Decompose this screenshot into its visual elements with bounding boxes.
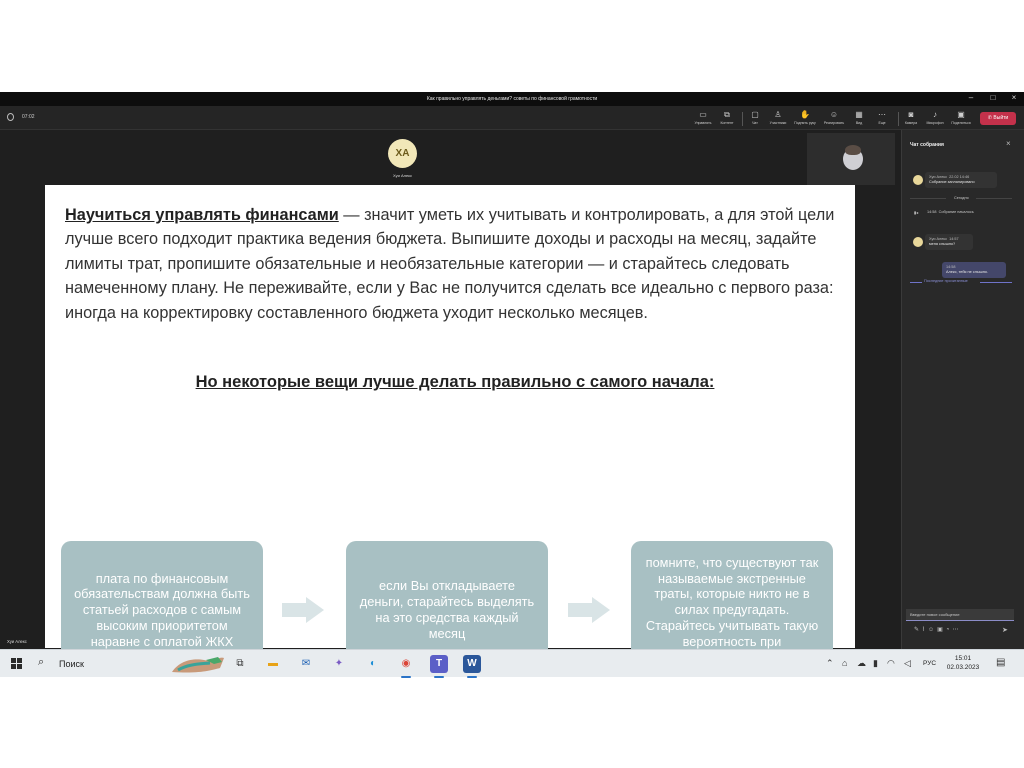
avatar (913, 175, 923, 185)
format-icon[interactable]: ✎ (914, 627, 923, 633)
wifi-icon[interactable]: ◠ (887, 658, 895, 668)
camera-icon: ◙ (908, 110, 914, 119)
word-icon[interactable]: W (463, 655, 481, 673)
arrow-right-icon (282, 597, 324, 623)
file-explorer-icon[interactable]: ▬ (268, 658, 278, 669)
slide-box-1: плата по финансовым обязательствам должна быть статьей расходов с самым высоким приоритетом наравне с оплатой ЖКХ (61, 541, 263, 677)
close-chat-icon[interactable]: × (1006, 139, 1011, 148)
slide-lead: Научиться управлять финансами (65, 206, 339, 224)
react-button[interactable]: ☺ Реагировать (821, 110, 847, 125)
search-icon[interactable]: ⌕ (38, 656, 45, 668)
meeting-chat-panel (901, 130, 1024, 677)
unread-label: Последние прочитанные (924, 279, 968, 283)
onedrive-icon[interactable]: ☁ (857, 658, 866, 668)
network-icon[interactable]: ⌂ (842, 658, 848, 668)
edge-icon[interactable]: ◐ (369, 658, 377, 669)
avatar (913, 237, 923, 247)
raise-hand-button[interactable]: ✋ Поднять руку (792, 110, 818, 125)
camera-button[interactable]: ◙ Камера (898, 110, 924, 125)
presenter-name: Хуи Алекс (7, 639, 27, 644)
chat-message[interactable]: Хуи Алекс 22.02 14:46 Собрание запланировано (925, 172, 997, 188)
teams-icon[interactable]: T (430, 655, 448, 673)
widget-illustration-icon[interactable] (170, 654, 226, 674)
chat-icon: ▢ (751, 110, 759, 119)
slide-box-2: если Вы откладываете деньги, старайтесь выделять на это средства каждый месяц (346, 541, 548, 677)
send-icon[interactable]: ➤ (1002, 627, 1008, 634)
content-button[interactable]: ⧉ Контент (714, 110, 740, 125)
phone-icon: ✆ (987, 115, 992, 121)
mic-button[interactable]: ♪ Микрофон (922, 110, 948, 125)
shared-slide (45, 185, 855, 648)
sticker-icon[interactable]: ◔ (945, 627, 953, 633)
shield-icon (7, 113, 14, 121)
date-separator: Сегодня (954, 196, 969, 200)
participant-name: Хуи Алекс (393, 173, 412, 178)
window-title: Как правильно управлять деньгами? советы по финансовой грамотности (426, 96, 598, 102)
video-icon: ▮◂ (914, 211, 918, 215)
more-icon[interactable]: ⋯ (952, 627, 962, 633)
gif-icon[interactable]: ▣ (937, 627, 946, 633)
taskbar-search[interactable]: Поиск (59, 659, 84, 669)
chat-message[interactable]: Хуи Алекс 14:57 меня слышно? (925, 234, 973, 250)
windows-start-icon[interactable] (11, 658, 22, 669)
chrome-icon[interactable]: ◉ (401, 658, 411, 669)
view-icon: ▦ (855, 110, 863, 119)
slide-paragraph (65, 203, 845, 325)
people-button[interactable]: ♙ Участники (765, 110, 791, 125)
minimize-button[interactable]: – (968, 93, 974, 102)
divider (976, 198, 1012, 199)
meeting-timer: 07:02 (22, 114, 35, 120)
slide-body: — значит уметь их учитывать и контролировать, а для этой цели лучше всего подходит практика ведения бюджета. Выпишите доходы и расходы на месяц, задайте лимиты трат, пропишите обязательные и необязательные категории — и старайтесь следовать намеченному плану. Не переживайте, если у Вас не получится сделать все идеально с первого раза: иногда на корректировку составленного бюджета уходит несколько месяцев. (65, 206, 835, 322)
teams-window (0, 92, 1024, 677)
copilot-icon[interactable]: ✦ (334, 658, 344, 669)
mic-icon: ♪ (933, 110, 937, 119)
emoji-icon[interactable]: ☺ (927, 627, 938, 633)
slide-subheading: Но некоторые вещи лучше делать правильно с самого начала: (195, 373, 715, 391)
chat-button[interactable]: ▢ Чат (742, 110, 768, 125)
active-app-indicator (467, 676, 477, 678)
clock-date: 02.03.2023 (946, 664, 980, 671)
taskbar (0, 649, 1024, 677)
clock[interactable] (943, 654, 983, 672)
react-icon: ☺ (829, 110, 839, 119)
mail-icon[interactable]: ✉ (301, 658, 311, 669)
share-icon: ▣ (957, 110, 965, 119)
manage-icon: ▭ (699, 110, 707, 119)
unread-divider (980, 282, 1012, 283)
slide-box-3: помните, что существуют так называемые экстренные траты, которые никто не в силах предугадать. Старайтесь учитывать такую вероятность при (631, 541, 833, 677)
avatar[interactable]: ХА (388, 139, 417, 168)
manage-button[interactable]: ▭ Управлять (690, 110, 716, 125)
unread-divider (910, 282, 922, 283)
chat-title: Чат собрания (910, 142, 944, 148)
chevron-up-icon[interactable]: ⌃ (826, 658, 834, 668)
view-button[interactable]: ▦ Вид (846, 110, 872, 125)
battery-icon[interactable]: ▮ (873, 658, 878, 668)
self-video-tile[interactable] (807, 133, 895, 185)
more-button[interactable]: ⋯ Еще (869, 110, 895, 125)
arrow-right-icon (568, 597, 610, 623)
meeting-toolbar (0, 106, 1024, 130)
volume-icon[interactable]: ◁ (904, 658, 911, 668)
self-video-hair (845, 145, 861, 155)
chat-message-own[interactable]: 14:58 Алекс, тебя не слышно. (942, 262, 1006, 278)
more-icon: ⋯ (878, 110, 886, 119)
raise-hand-icon: ✋ (800, 110, 810, 119)
active-app-indicator (434, 676, 444, 678)
chat-compose-input[interactable]: Введите новое сообщение (906, 609, 1014, 621)
people-icon: ♙ (774, 110, 782, 119)
system-message: 14:58 Собрание началось (927, 210, 974, 214)
compose-toolbar[interactable] (914, 626, 961, 633)
maximize-button[interactable]: □ (990, 93, 996, 102)
task-view-icon[interactable]: ⧉ (236, 658, 244, 669)
leave-label: Выйти (993, 115, 1009, 121)
title-bar (0, 92, 1024, 106)
share-button[interactable]: ▣ Поделиться (948, 110, 974, 125)
active-app-indicator (401, 676, 411, 678)
notification-icon[interactable]: ▤ (996, 657, 1006, 668)
language-indicator[interactable]: РУС (923, 660, 937, 667)
attach-icon[interactable]: ⌇ (922, 627, 928, 633)
divider (910, 198, 946, 199)
clock-time: 15:01 (954, 655, 972, 662)
leave-button[interactable] (980, 112, 1016, 125)
close-window-button[interactable]: × (1011, 93, 1017, 102)
content-icon: ⧉ (724, 110, 730, 119)
